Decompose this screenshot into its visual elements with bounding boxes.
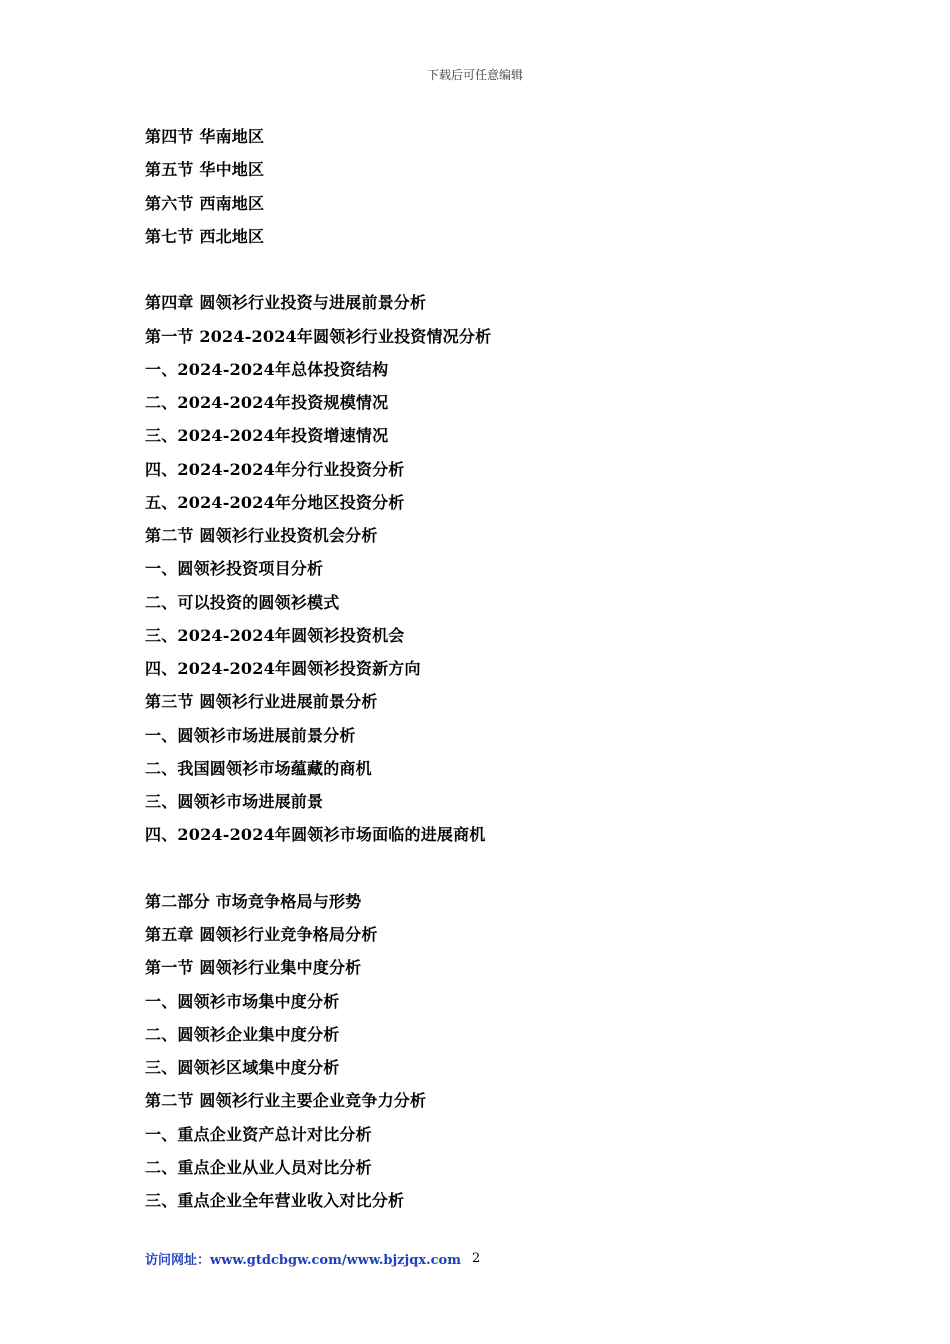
footer-url[interactable] (145, 1249, 461, 1268)
toc-spacer (145, 257, 845, 290)
toc-line: 第六节 西南地区 (145, 193, 265, 213)
toc-line: 第四节 华南地区 (145, 127, 265, 146)
toc-line: 二、我国圆领衫市场蕴藏的商机 (145, 758, 372, 778)
toc-line: 三、圆领衫市场进展前景 (145, 792, 324, 811)
toc-line: 第二部分 市场竞争格局与形势 (145, 891, 362, 911)
toc-line: 四、2024-2024年圆领衫市场面临的进展商机 (145, 825, 486, 845)
toc-line: 第四章 圆领衫行业投资与进展前景分析 (145, 293, 427, 313)
toc-line: 第五章 圆领衫行业竞争格局分析 (145, 925, 378, 944)
toc-line: 二、重点企业从业人员对比分析 (145, 1157, 372, 1177)
table-of-contents (145, 124, 845, 1221)
toc-line: 第五节 华中地区 (145, 160, 265, 180)
toc-line: 一、圆领衫市场集中度分析 (145, 991, 340, 1011)
toc-line: 第二节 圆领衫行业主要企业竞争力分析 (145, 1091, 427, 1111)
toc-line: 第三节 圆领衫行业进展前景分析 (145, 692, 378, 712)
toc-line: 第一节 圆领衫行业集中度分析 (145, 958, 362, 978)
header-note: 下载后可任意编辑 (426, 68, 523, 82)
toc-line: 一、圆领衫市场进展前景分析 (145, 725, 356, 745)
toc-line: 一、重点企业资产总计对比分析 (145, 1124, 372, 1144)
toc-line: 四、2024-2024年圆领衫投资新方向 (145, 659, 421, 678)
toc-line: 第二节 圆领衫行业投资机会分析 (145, 526, 378, 545)
website-link[interactable]: 访问网址：www.gtdcbgw.com/www.bjzjqx.com (145, 1253, 461, 1268)
toc-spacer (145, 856, 845, 889)
page-number: 2 (472, 1251, 481, 1266)
toc-line: 第七节 西北地区 (145, 226, 265, 246)
toc-line: 二、可以投资的圆领衫模式 (145, 592, 340, 612)
toc-line: 一、2024-2024年总体投资结构 (145, 359, 389, 379)
toc-line: 三、2024-2024年投资增速情况 (145, 426, 389, 446)
toc-line: 五、2024-2024年分地区投资分析 (145, 492, 405, 512)
toc-line: 第一节 2024-2024年圆领衫行业投资情况分析 (145, 326, 492, 346)
toc-line: 二、圆领衫企业集中度分析 (145, 1024, 340, 1044)
toc-line: 四、2024-2024年分行业投资分析 (145, 459, 405, 479)
toc-line: 二、2024-2024年投资规模情况 (145, 393, 389, 412)
toc-line: 三、2024-2024年圆领衫投资机会 (145, 625, 405, 645)
toc-line: 三、圆领衫区域集中度分析 (145, 1058, 340, 1077)
toc-line: 一、圆领衫投资项目分析 (145, 559, 324, 579)
toc-line: 三、重点企业全年营业收入对比分析 (145, 1191, 405, 1210)
